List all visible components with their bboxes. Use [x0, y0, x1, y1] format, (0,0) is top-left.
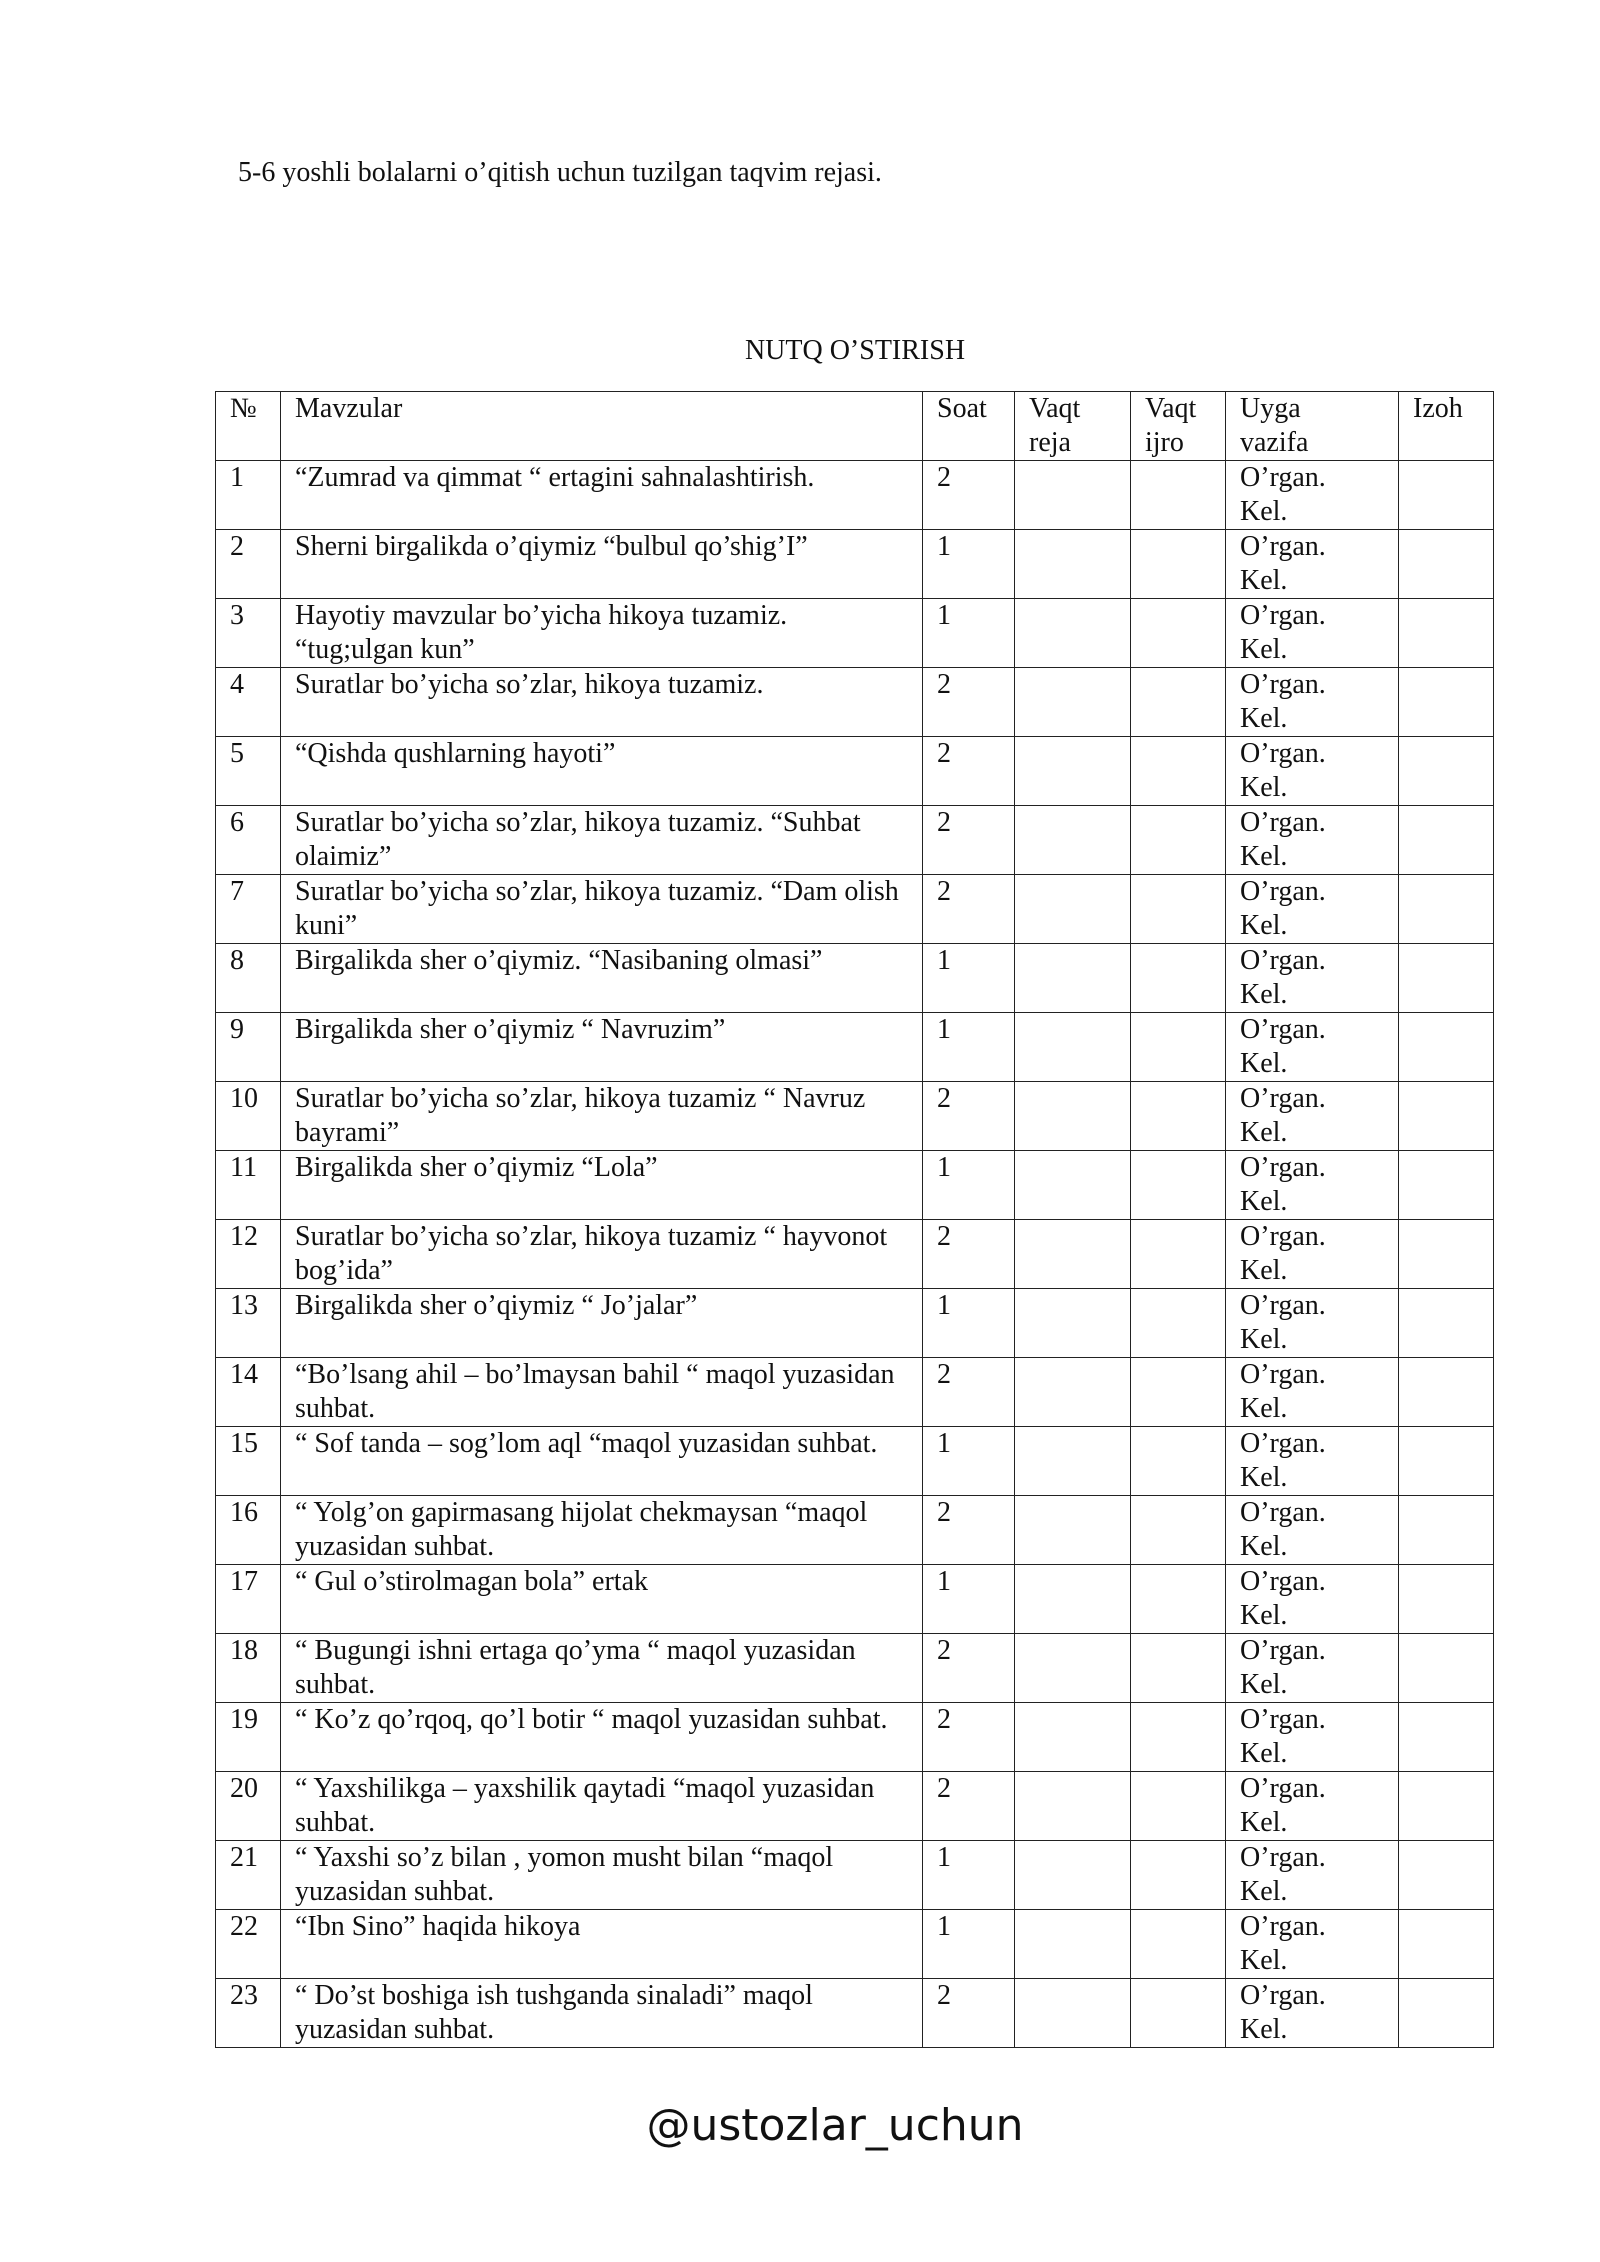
row-topic: “Zumrad va qimmat “ ertagini sahnalashtirish.	[281, 461, 923, 530]
row-time-plan	[1015, 1358, 1131, 1427]
homework-line1: O’rgan.	[1240, 1842, 1326, 1873]
row-time-plan	[1015, 599, 1131, 668]
row-time-plan	[1015, 1151, 1131, 1220]
homework-line1: O’rgan.	[1240, 1980, 1326, 2011]
homework-line2: Kel.	[1240, 1324, 1288, 1355]
row-time-plan	[1015, 875, 1131, 944]
row-hours: 2	[923, 806, 1015, 875]
row-hours: 1	[923, 530, 1015, 599]
row-number: 18	[216, 1634, 281, 1703]
homework-line1: O’rgan.	[1240, 945, 1326, 976]
table-row	[216, 461, 1494, 530]
row-number: 22	[216, 1910, 281, 1979]
header-homework-line1: Uyga	[1240, 393, 1301, 424]
row-time-done	[1131, 1703, 1226, 1772]
row-time-plan	[1015, 944, 1131, 1013]
row-number: 15	[216, 1427, 281, 1496]
homework-line1: O’rgan.	[1240, 462, 1326, 493]
row-hours: 2	[923, 875, 1015, 944]
row-time-plan	[1015, 1979, 1131, 2048]
row-homework	[1226, 737, 1399, 806]
row-number: 9	[216, 1013, 281, 1082]
row-homework	[1226, 1289, 1399, 1358]
table-row	[216, 530, 1494, 599]
row-hours: 2	[923, 1979, 1015, 2048]
row-time-done	[1131, 668, 1226, 737]
row-hours: 2	[923, 1220, 1015, 1289]
row-note	[1399, 1703, 1494, 1772]
row-hours: 2	[923, 1496, 1015, 1565]
table-row	[216, 1634, 1494, 1703]
row-time-done	[1131, 1151, 1226, 1220]
row-time-done	[1131, 806, 1226, 875]
homework-line1: O’rgan.	[1240, 1497, 1326, 1528]
row-hours: 2	[923, 1634, 1015, 1703]
row-homework	[1226, 1082, 1399, 1151]
row-hours: 2	[923, 1772, 1015, 1841]
row-number: 4	[216, 668, 281, 737]
row-time-done	[1131, 1013, 1226, 1082]
row-number: 20	[216, 1772, 281, 1841]
homework-line1: O’rgan.	[1240, 1566, 1326, 1597]
row-homework	[1226, 875, 1399, 944]
homework-line1: O’rgan.	[1240, 1221, 1326, 1252]
row-homework	[1226, 530, 1399, 599]
row-note	[1399, 1634, 1494, 1703]
homework-line2: Kel.	[1240, 772, 1288, 803]
row-note	[1399, 1979, 1494, 2048]
table-row	[216, 1979, 1494, 2048]
homework-line2: Kel.	[1240, 979, 1288, 1010]
row-time-plan	[1015, 1496, 1131, 1565]
header-topics: Mavzular	[281, 392, 923, 461]
header-time-done-line2: ijro	[1145, 427, 1184, 458]
homework-line1: O’rgan.	[1240, 1773, 1326, 1804]
homework-line1: O’rgan.	[1240, 1083, 1326, 1114]
homework-line2: Kel.	[1240, 565, 1288, 596]
row-note	[1399, 1427, 1494, 1496]
row-number: 5	[216, 737, 281, 806]
row-homework	[1226, 1772, 1399, 1841]
row-topic: “ Ko’z qo’rqoq, qo’l botir “ maqol yuzasidan suhbat.	[281, 1703, 923, 1772]
homework-line2: Kel.	[1240, 1738, 1288, 1769]
homework-line2: Kel.	[1240, 910, 1288, 941]
homework-line2: Kel.	[1240, 1807, 1288, 1838]
homework-line1: O’rgan.	[1240, 738, 1326, 769]
row-homework	[1226, 806, 1399, 875]
row-homework	[1226, 1358, 1399, 1427]
homework-line2: Kel.	[1240, 1876, 1288, 1907]
row-homework	[1226, 1013, 1399, 1082]
row-number: 14	[216, 1358, 281, 1427]
table-row	[216, 599, 1494, 668]
row-note	[1399, 1289, 1494, 1358]
row-topic: Suratlar bo’yicha so’zlar, hikoya tuzamiz. “Dam olish kuni”	[281, 875, 923, 944]
row-homework	[1226, 1910, 1399, 1979]
homework-line2: Kel.	[1240, 1393, 1288, 1424]
header-number: №	[216, 392, 281, 461]
row-time-done	[1131, 1289, 1226, 1358]
row-number: 3	[216, 599, 281, 668]
homework-line2: Kel.	[1240, 1531, 1288, 1562]
homework-line1: O’rgan.	[1240, 1152, 1326, 1183]
row-number: 13	[216, 1289, 281, 1358]
row-note	[1399, 1151, 1494, 1220]
document-intro: 5-6 yoshli bolalarni o’qitish uchun tuzilgan taqvim rejasi.	[238, 157, 882, 188]
row-time-done	[1131, 1220, 1226, 1289]
row-note	[1399, 806, 1494, 875]
row-time-plan	[1015, 1013, 1131, 1082]
watermark-handle: @ustozlar_uchun	[646, 2100, 1024, 2151]
row-time-plan	[1015, 668, 1131, 737]
homework-line1: O’rgan.	[1240, 600, 1326, 631]
table-row	[216, 1910, 1494, 1979]
table-row	[216, 1082, 1494, 1151]
row-number: 23	[216, 1979, 281, 2048]
homework-line2: Kel.	[1240, 2014, 1288, 2045]
row-time-plan	[1015, 461, 1131, 530]
homework-line1: O’rgan.	[1240, 669, 1326, 700]
table-row	[216, 1565, 1494, 1634]
homework-line2: Kel.	[1240, 1048, 1288, 1079]
table-row	[216, 737, 1494, 806]
header-homework	[1226, 392, 1399, 461]
row-note	[1399, 1841, 1494, 1910]
row-note	[1399, 1496, 1494, 1565]
homework-line1: O’rgan.	[1240, 531, 1326, 562]
row-hours: 1	[923, 1841, 1015, 1910]
row-time-done	[1131, 1496, 1226, 1565]
homework-line1: O’rgan.	[1240, 807, 1326, 838]
row-time-done	[1131, 599, 1226, 668]
row-note	[1399, 1772, 1494, 1841]
row-note	[1399, 599, 1494, 668]
row-time-plan	[1015, 1703, 1131, 1772]
row-time-done	[1131, 1358, 1226, 1427]
row-hours: 2	[923, 1358, 1015, 1427]
row-note	[1399, 461, 1494, 530]
row-hours: 2	[923, 461, 1015, 530]
row-note	[1399, 875, 1494, 944]
header-homework-line2: vazifa	[1240, 427, 1309, 458]
row-homework	[1226, 1496, 1399, 1565]
row-topic: “ Do’st boshiga ish tushganda sinaladi” maqol yuzasidan suhbat.	[281, 1979, 923, 2048]
homework-line2: Kel.	[1240, 1117, 1288, 1148]
table-row	[216, 1772, 1494, 1841]
row-number: 11	[216, 1151, 281, 1220]
row-time-done	[1131, 1634, 1226, 1703]
row-hours: 2	[923, 737, 1015, 806]
table-row	[216, 1496, 1494, 1565]
row-note	[1399, 737, 1494, 806]
row-hours: 1	[923, 1427, 1015, 1496]
calendar-plan-table	[215, 391, 1494, 2048]
row-topic: “ Gul o’stirolmagan bola” ertak	[281, 1565, 923, 1634]
row-number: 12	[216, 1220, 281, 1289]
row-time-plan	[1015, 1772, 1131, 1841]
row-homework	[1226, 461, 1399, 530]
homework-line1: O’rgan.	[1240, 1704, 1326, 1735]
row-homework	[1226, 1427, 1399, 1496]
row-note	[1399, 1220, 1494, 1289]
homework-line2: Kel.	[1240, 1945, 1288, 1976]
row-hours: 2	[923, 668, 1015, 737]
homework-line1: O’rgan.	[1240, 1635, 1326, 1666]
row-homework	[1226, 599, 1399, 668]
table-row	[216, 1358, 1494, 1427]
row-time-done	[1131, 1979, 1226, 2048]
row-homework	[1226, 1979, 1399, 2048]
row-homework	[1226, 668, 1399, 737]
homework-line1: O’rgan.	[1240, 1911, 1326, 1942]
row-hours: 1	[923, 599, 1015, 668]
table-row	[216, 1151, 1494, 1220]
row-topic: Suratlar bo’yicha so’zlar, hikoya tuzamiz “ Navruz bayrami”	[281, 1082, 923, 1151]
header-time-done	[1131, 392, 1226, 461]
row-topic: Birgalikda sher o’qiymiz “ Navruzim”	[281, 1013, 923, 1082]
homework-line2: Kel.	[1240, 496, 1288, 527]
row-time-done	[1131, 1565, 1226, 1634]
row-topic: Suratlar bo’yicha so’zlar, hikoya tuzamiz “ hayvonot bog’ida”	[281, 1220, 923, 1289]
header-time-plan	[1015, 392, 1131, 461]
row-homework	[1226, 1565, 1399, 1634]
row-hours: 1	[923, 1151, 1015, 1220]
row-time-plan	[1015, 806, 1131, 875]
row-time-done	[1131, 737, 1226, 806]
row-topic: Birgalikda sher o’qiymiz “Lola”	[281, 1151, 923, 1220]
row-homework	[1226, 1841, 1399, 1910]
row-time-done	[1131, 1841, 1226, 1910]
row-note	[1399, 1013, 1494, 1082]
row-note	[1399, 1082, 1494, 1151]
row-topic: “ Yolg’on gapirmasang hijolat chekmaysan “maqol yuzasidan suhbat.	[281, 1496, 923, 1565]
row-number: 19	[216, 1703, 281, 1772]
table-row	[216, 875, 1494, 944]
row-hours: 1	[923, 944, 1015, 1013]
row-time-done	[1131, 1082, 1226, 1151]
row-number: 17	[216, 1565, 281, 1634]
row-homework	[1226, 944, 1399, 1013]
header-time-done-line1: Vaqt	[1145, 393, 1197, 424]
row-time-done	[1131, 1427, 1226, 1496]
row-topic: Suratlar bo’yicha so’zlar, hikoya tuzamiz.	[281, 668, 923, 737]
row-topic: “Ibn Sino” haqida hikoya	[281, 1910, 923, 1979]
row-time-plan	[1015, 1565, 1131, 1634]
row-note	[1399, 668, 1494, 737]
row-topic: Sherni birgalikda o’qiymiz “bulbul qo’shig’I”	[281, 530, 923, 599]
homework-line1: O’rgan.	[1240, 1428, 1326, 1459]
row-note	[1399, 944, 1494, 1013]
row-number: 21	[216, 1841, 281, 1910]
row-note	[1399, 1358, 1494, 1427]
table-row	[216, 1427, 1494, 1496]
row-time-done	[1131, 530, 1226, 599]
header-hours: Soat	[923, 392, 1015, 461]
row-number: 6	[216, 806, 281, 875]
row-time-plan	[1015, 1289, 1131, 1358]
table-row	[216, 1220, 1494, 1289]
table-row	[216, 1013, 1494, 1082]
homework-line2: Kel.	[1240, 1255, 1288, 1286]
row-topic: “Qishda qushlarning hayoti”	[281, 737, 923, 806]
row-number: 1	[216, 461, 281, 530]
row-hours: 2	[923, 1703, 1015, 1772]
homework-line2: Kel.	[1240, 634, 1288, 665]
row-hours: 1	[923, 1910, 1015, 1979]
row-topic: “Bo’lsang ahil – bo’lmaysan bahil “ maqol yuzasidan suhbat.	[281, 1358, 923, 1427]
row-number: 16	[216, 1496, 281, 1565]
header-note: Izoh	[1399, 392, 1494, 461]
homework-line2: Kel.	[1240, 1669, 1288, 1700]
table-row	[216, 806, 1494, 875]
homework-line2: Kel.	[1240, 1600, 1288, 1631]
row-homework	[1226, 1634, 1399, 1703]
row-homework	[1226, 1151, 1399, 1220]
row-number: 7	[216, 875, 281, 944]
row-homework	[1226, 1703, 1399, 1772]
row-hours: 2	[923, 1082, 1015, 1151]
row-number: 10	[216, 1082, 281, 1151]
header-time-plan-line1: Vaqt	[1029, 393, 1081, 424]
homework-line1: O’rgan.	[1240, 1359, 1326, 1390]
row-topic: “ Bugungi ishni ertaga qo’yma “ maqol yuzasidan suhbat.	[281, 1634, 923, 1703]
row-time-plan	[1015, 1427, 1131, 1496]
row-topic: “ Yaxshilikga – yaxshilik qaytadi “maqol yuzasidan suhbat.	[281, 1772, 923, 1841]
row-topic: “ Yaxshi so’z bilan , yomon musht bilan “maqol yuzasidan suhbat.	[281, 1841, 923, 1910]
homework-line1: O’rgan.	[1240, 1290, 1326, 1321]
row-time-plan	[1015, 1841, 1131, 1910]
row-note	[1399, 1910, 1494, 1979]
row-time-plan	[1015, 1910, 1131, 1979]
section-title: NUTQ O’STIRISH	[744, 335, 966, 366]
homework-line1: O’rgan.	[1240, 1014, 1326, 1045]
row-topic: Birgalikda sher o’qiymiz “ Jo’jalar”	[281, 1289, 923, 1358]
row-time-plan	[1015, 737, 1131, 806]
row-time-done	[1131, 875, 1226, 944]
homework-line2: Kel.	[1240, 841, 1288, 872]
table-row	[216, 1841, 1494, 1910]
row-hours: 1	[923, 1289, 1015, 1358]
row-time-done	[1131, 1772, 1226, 1841]
header-time-plan-line2: reja	[1029, 427, 1071, 458]
table-row	[216, 944, 1494, 1013]
row-time-done	[1131, 944, 1226, 1013]
table-row	[216, 1289, 1494, 1358]
row-topic: Hayotiy mavzular bo’yicha hikoya tuzamiz. “tug;ulgan kun”	[281, 599, 923, 668]
row-topic: Birgalikda sher o’qiymiz. “Nasibaning olmasi”	[281, 944, 923, 1013]
row-homework	[1226, 1220, 1399, 1289]
row-time-done	[1131, 461, 1226, 530]
row-number: 2	[216, 530, 281, 599]
row-time-plan	[1015, 1634, 1131, 1703]
table-row	[216, 668, 1494, 737]
row-hours: 1	[923, 1565, 1015, 1634]
table-body	[216, 461, 1494, 2048]
table-row	[216, 1703, 1494, 1772]
row-note	[1399, 1565, 1494, 1634]
row-time-done	[1131, 1910, 1226, 1979]
table-header-row	[216, 392, 1494, 461]
row-time-plan	[1015, 530, 1131, 599]
row-time-plan	[1015, 1082, 1131, 1151]
row-time-plan	[1015, 1220, 1131, 1289]
homework-line2: Kel.	[1240, 1186, 1288, 1217]
row-note	[1399, 530, 1494, 599]
homework-line2: Kel.	[1240, 1462, 1288, 1493]
row-topic: “ Sof tanda – sog’lom aql “maqol yuzasidan suhbat.	[281, 1427, 923, 1496]
homework-line1: O’rgan.	[1240, 876, 1326, 907]
homework-line2: Kel.	[1240, 703, 1288, 734]
row-topic: Suratlar bo’yicha so’zlar, hikoya tuzamiz. “Suhbat olaimiz”	[281, 806, 923, 875]
row-hours: 1	[923, 1013, 1015, 1082]
row-number: 8	[216, 944, 281, 1013]
